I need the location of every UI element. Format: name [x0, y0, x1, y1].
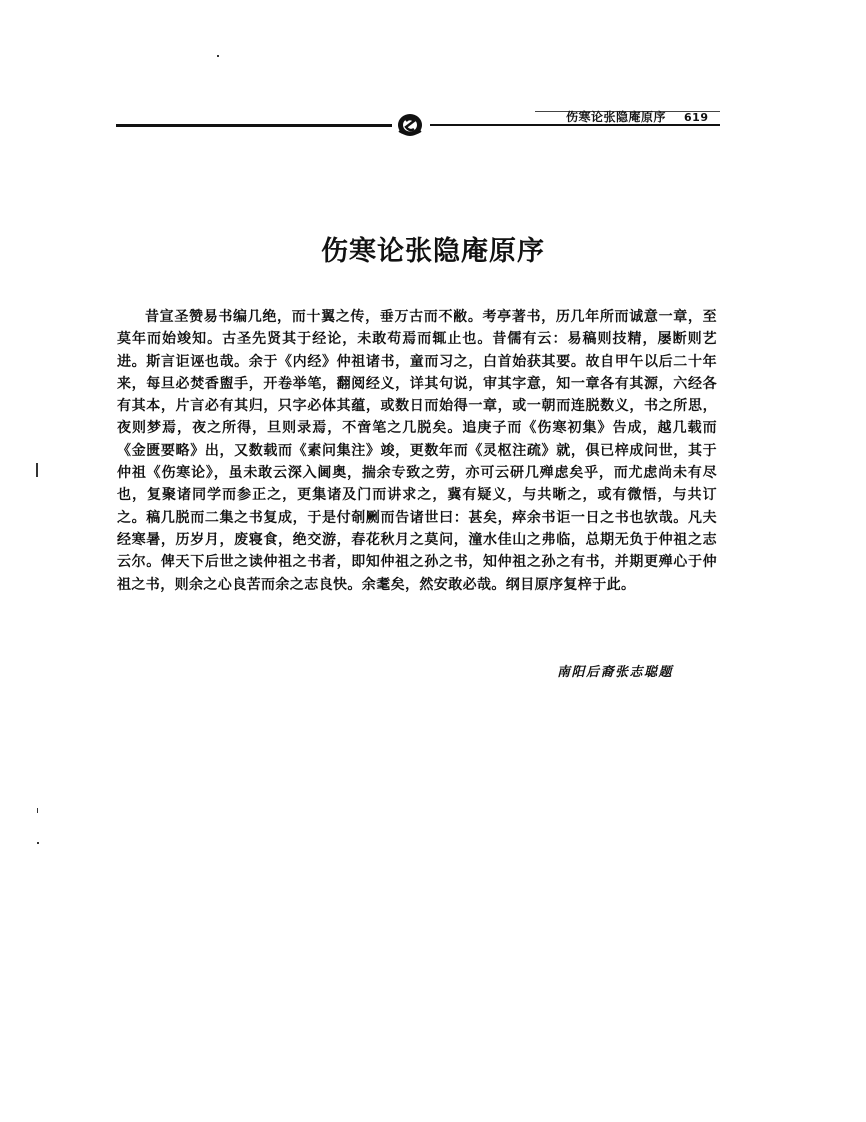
running-title: 伤寒论张隐庵原序	[566, 110, 667, 124]
author-signature: 南阳后裔张志聪题	[557, 665, 674, 680]
body-paragraph: 昔宣圣赞易书编几绝，而十翼之传，垂万古而不敝。考亭著书，历几年所而诚意一章，至莫年而始竣知。古圣先贤其于经论，未敢苟焉而辄止也。昔儒有云：易稿则技精，屡断则艺进。斯言讵诬也哉。余于《内经》仲祖诸书，童而习之，白首始获其要。故自甲午以后二十年来，每旦必焚香盥手，开卷举笔，翻阅经义，详其句说，审其字意，知一章各有其源，六经各有其本，片言必有其归，只字必体其蕴，或数日而始得一章，或一朝而连脱数义，书之所思，夜则梦焉，夜之所得，旦则录焉，不啻笔之几脱矣。追庚子而《伤寒初集》告成，越几载而《金匮要略》出，又数载而《素问集注》竣，更数年而《灵枢注疏》就，俱已梓成问世，其于仲祖《伤寒论》，虽未敢云深入阃奥，揣余专致之劳，亦可云研几殚虑矣乎，而尤虑尚未有尽也，复聚诸同学而参正之，更集诸及门而讲求之，冀有疑义，与共晰之，或有微悟，与共订之。稿几脱而二集之书复成，于是付剞劂而告诸世曰：甚矣，瘁余书讵一日之书也欤哉。凡夫经寒暑，历岁月，废寝食，绝交游，春花秋月之莫问，潼水佳山之弗临，总期无负于仲祖之志云尔。俾天下后世之读仲祖之书者，即知仲祖之孙之书，知仲祖之孙之有书，并期更殚心于仲祖之书，则余之心良苦而余之志良快。余耄矣，然安敢必哉。纲目原序复梓于此。	[117, 309, 717, 593]
scan-mark	[217, 55, 219, 57]
header-rule-left	[116, 124, 392, 127]
page-number: 619	[684, 111, 709, 124]
running-header	[566, 108, 708, 125]
scan-mark	[36, 463, 38, 477]
scan-mark	[37, 808, 38, 813]
scan-mark	[37, 842, 39, 844]
page-title: 伤寒论张隐庵原序	[321, 236, 545, 267]
publisher-emblem-icon	[396, 111, 424, 137]
